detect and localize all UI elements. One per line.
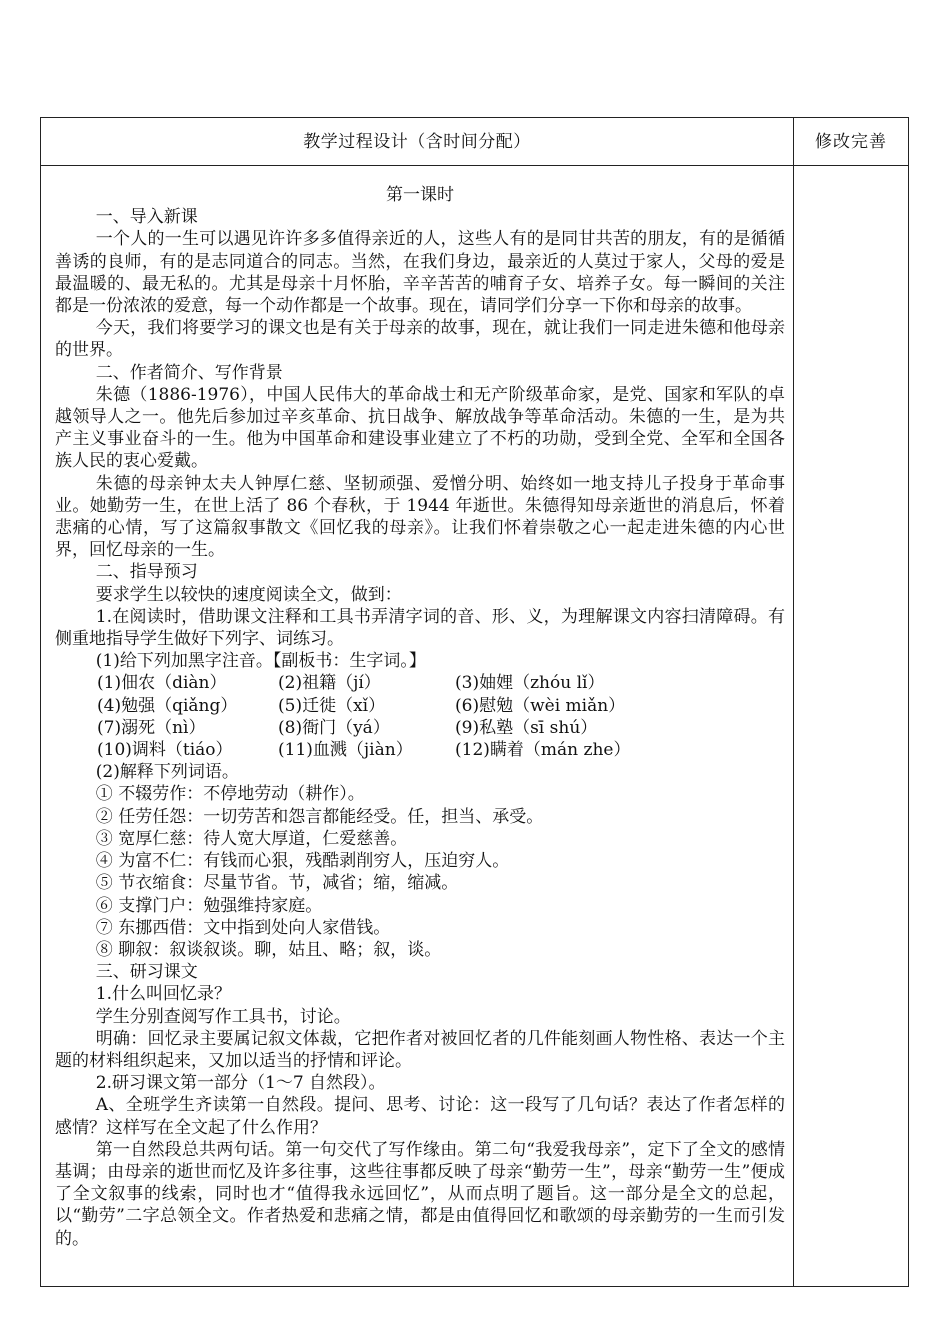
vocab-item: (9)私塾（sī shú） [455,717,598,738]
section-heading: 二、作者简介、写作背景 [95,362,283,383]
paragraph: 1.在阅读时，借助课文注释和工具书弄清字词的音、形、义，为理解课文内容扫清障碍。有侧重地指导学生做好下列字、词练习。 [55,606,785,650]
paragraph: 一个人的一生可以遇见许许多多值得亲近的人，这些人有的是同甘共苦的朋友，有的是循循善诱的良师，有的是志同道合的同志。当然，在我们身边，最亲近的人莫过于家人，父母的爱是最温暖的、最无私的。尤其是母亲十月怀胎，辛辛苦苦的哺育子女、培养子女。每一瞬间的关注都是一份浓浓的爱意，每一个动作都是一个故事。现在，请同学们分享一下你和母亲的故事。 [55,229,785,317]
definition-item: ⑧ 聊叙：叙谈叙谈。聊，姑且、略；叙，谈。 [95,939,442,960]
definition-item: ③ 宽厚仁慈：待人宽大厚道，仁爱慈善。 [95,828,408,849]
paragraph: 朱德的母亲钟太夫人钟厚仁慈、坚韧顽强、爱憎分明、始终如一地支持儿子投身于革命事业。她勤劳一生，在世上活了 86 个春秋，于 1944 年逝世。朱德得知母亲逝世的消息后，怀着悲痛的心情，写了这篇叙事散文《回忆我的母亲》。让我们怀着崇敬之心一起走进朱德的内心世界，回忆母亲的一生。 [55,473,785,561]
definition-item: ② 任劳任怨：一切劳苦和怨言都能经受。任，担当、承受。 [95,806,544,827]
lesson-content [55,184,785,1284]
definition-item: ⑦ 东挪西借：文中指到处向人家借钱。 [95,917,391,938]
paragraph: A、全班学生齐读第一自然段。提问、思考、讨论：这一段写了几句话？表达了作者怎样的感情？这样写在全文起了什么作用？ [55,1095,785,1138]
vocab-item: (10)调料（tiáo） [97,740,233,761]
paragraph: 学生分别查阅写作工具书，讨论。 [95,1006,351,1027]
vocab-item: (6)慰勉（wèi miǎn） [455,695,626,716]
section-heading: 二、指导预习 [95,562,198,583]
vocab-item: (2)祖籍（jí） [278,673,381,694]
vocab-item: (11)血溅（jiàn） [278,740,413,761]
definition-item: ④ 为富不仁：有钱而心狠，残酷剥削穷人，压迫穷人。 [95,851,510,872]
paragraph: (2)解释下列词语。 [95,762,239,783]
vocab-item: (5)迁徙（xǐ） [278,695,386,716]
vocab-row [55,695,785,717]
vocab-item: (12)瞒着（mán zhe） [455,740,631,761]
vocab-item: (7)溺死（nì） [97,717,206,738]
lesson-title: 第一课时 [386,185,454,205]
header-main-title: 教学过程设计（含时间分配） [303,132,531,152]
paragraph: (1)给下列加黑字注音。【副板书：生字词。】 [95,651,426,672]
vocab-item: (4)勉强（qiǎng） [97,695,238,716]
definition-item: ⑤ 节衣缩食：尽量节省。节，减省；缩，缩减。 [95,873,459,894]
paragraph: 要求学生以较快的速度阅读全文，做到： [95,584,402,605]
section-heading: 三、研习课文 [95,962,198,983]
paragraph: 1.什么叫回忆录？ [95,984,232,1005]
paragraph: 今天，我们将要学习的课文也是有关于母亲的故事，现在，就让我们一同走进朱德和他母亲的世界。 [55,318,785,361]
header-side-title: 修改完善 [815,132,887,152]
paragraph: 2.研习课文第一部分（1～7 自然段）。 [95,1073,386,1094]
vocab-row [55,739,785,761]
vocab-item: (8)衙门（yá） [278,717,390,738]
vocab-row [55,672,785,694]
definition-item: ① 不辍劳作：不停地劳动（耕作）。 [95,784,365,805]
vocab-item: (1)佃农（diàn） [97,673,227,694]
paragraph: 明确：回忆录主要属记叙文体裁，它把作者对被回忆者的几件能刻画人物性格、表达一个主题的材料组织起来，又加以适当的抒情和评论。 [55,1028,785,1071]
lesson-table [40,117,909,1287]
table-header-row [41,118,908,166]
section-heading: 一、导入新课 [95,207,198,228]
vocab-row [55,717,785,739]
column-divider [793,118,794,1286]
paragraph: 朱德（1886-1976），中国人民伟大的革命战士和无产阶级革命家，是党、国家和军队的卓越领导人之一。他先后参加过辛亥革命、抗日战争、解放战争等革命活动。朱德的一生，是为共产主义事业奋斗的一生。他为中国革命和建设事业建立了不朽的功勋，受到全党、全军和全国各族人民的衷心爱戴。 [55,384,785,472]
vocab-item: (3)妯娌（zhóu lǐ） [455,673,605,694]
definition-item: ⑥ 支撑门户：勉强维持家庭。 [95,895,323,916]
paragraph: 第一自然段总共两句话。第一句交代了写作缘由。第二句“我爱我母亲”，定下了全文的感情基调；由母亲的逝世而忆及许多往事，这些往事都反映了母亲“勤劳一生”，母亲“勤劳一生”便成了全文叙事的线索，同时也才“值得我永远回忆”，从而点明了题旨。这一部分是全文的总起，以“勤劳”二字总领全文。作者热爱和悲痛之情，都是由值得回忆和歌颂的母亲勤劳的一生而引发的。 [55,1139,785,1249]
